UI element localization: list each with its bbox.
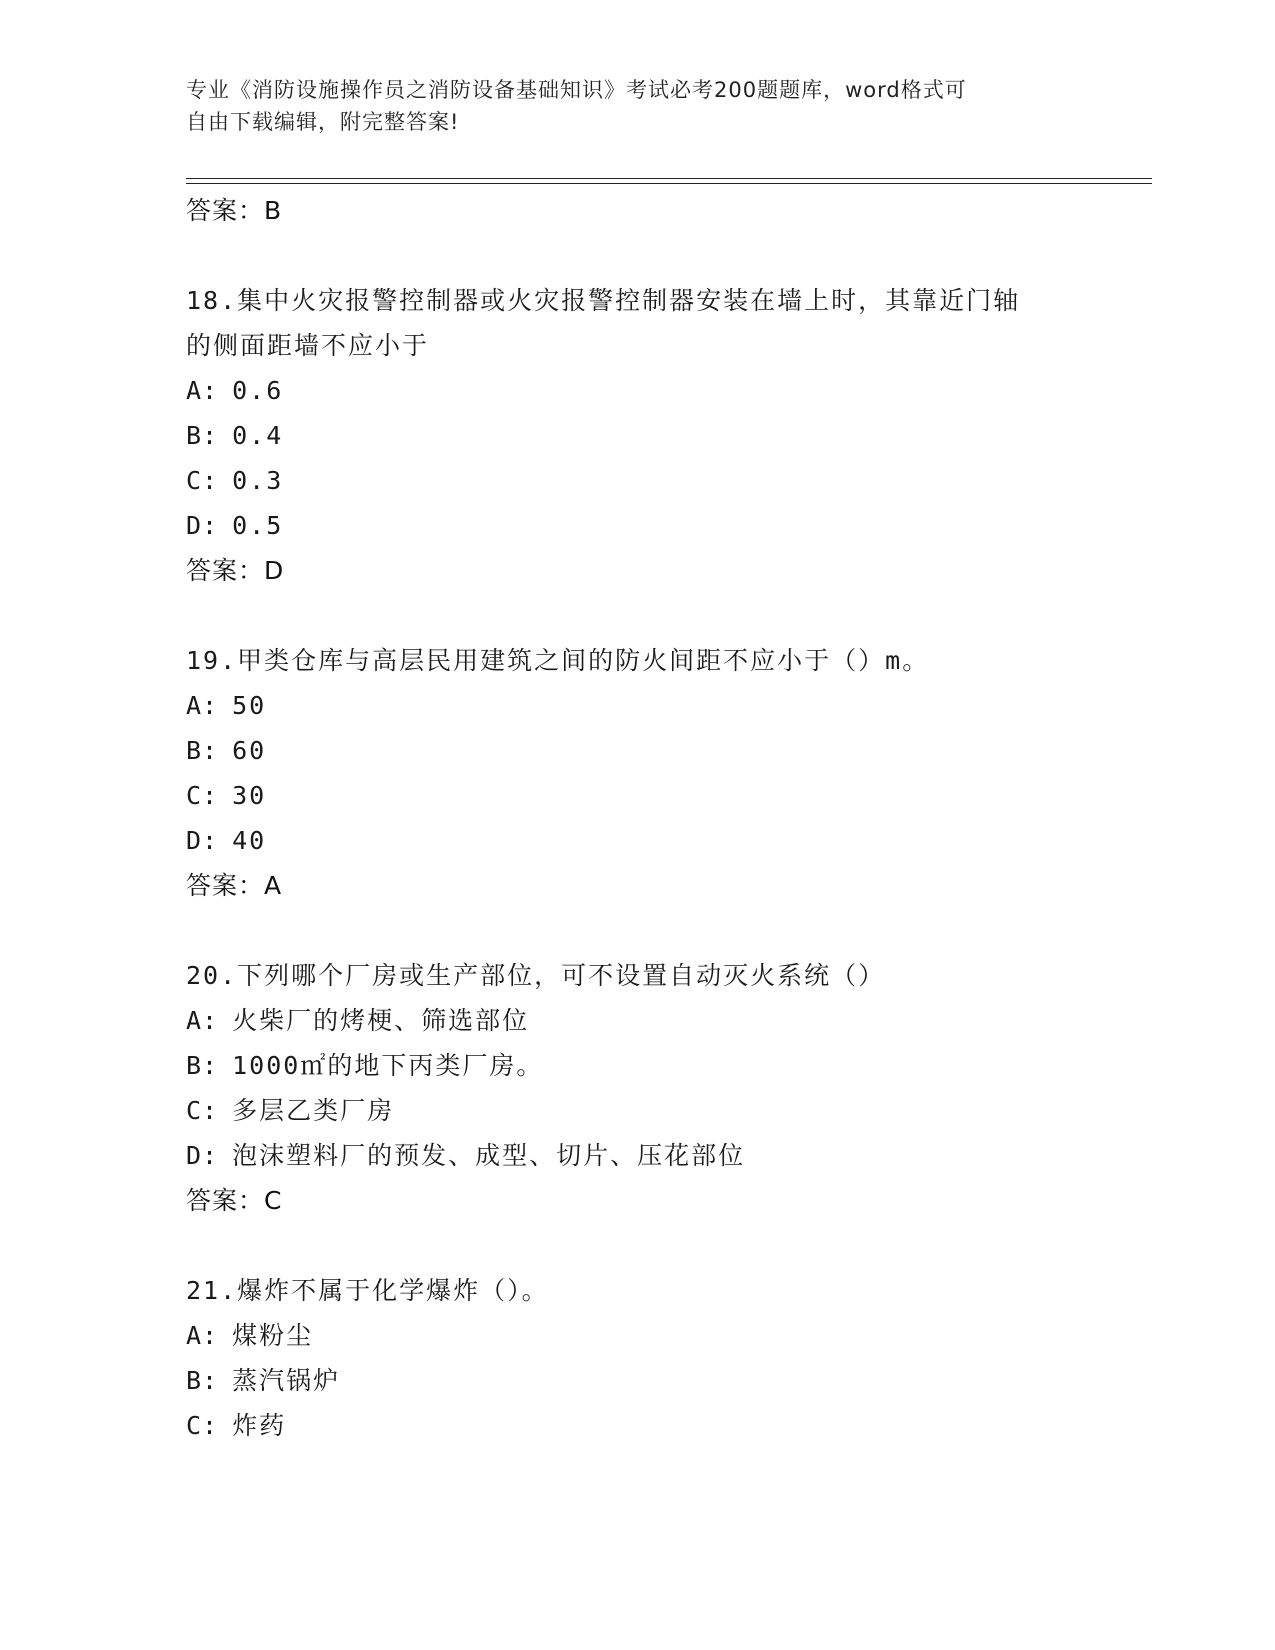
question-line: 18.集中火灾报警控制器或火灾报警控制器安装在墙上时，其靠近门轴 xyxy=(186,286,1021,315)
option-letter: B: xyxy=(186,1051,219,1080)
option-text: 0.6 xyxy=(232,376,284,405)
answer-label: 答案：A xyxy=(186,871,283,900)
option-text: 50 xyxy=(232,691,267,720)
option-text: 火柴厂的烤梗、筛选部位 xyxy=(232,1006,530,1035)
option-letter: B: xyxy=(186,736,219,765)
header-line-1: 专业《消防设施操作员之消防设备基础知识》考试必考200题题库，word格式可 xyxy=(186,78,967,102)
option-d xyxy=(186,818,1086,863)
question-text xyxy=(186,638,1086,683)
spacer xyxy=(186,909,1086,953)
option-letter: A: xyxy=(186,376,219,405)
spacer xyxy=(186,594,1086,638)
option-letter: C: xyxy=(186,466,219,495)
option-a xyxy=(186,998,1086,1043)
option-text: 0.3 xyxy=(232,466,284,495)
option-letter: D: xyxy=(186,1141,219,1170)
option-text: 60 xyxy=(232,736,267,765)
option-letter: A: xyxy=(186,1006,219,1035)
question-line: 19.甲类仓库与高层民用建筑之间的防火间距不应小于（）m。 xyxy=(186,646,930,675)
option-b xyxy=(186,1043,1086,1088)
option-text: 0.5 xyxy=(232,511,284,540)
option-text: 炸药 xyxy=(232,1411,287,1440)
question-line: 20.下列哪个厂房或生产部位，可不设置自动灭火系统（） xyxy=(186,961,886,990)
spacer xyxy=(186,234,1086,278)
option-text: 30 xyxy=(232,781,267,810)
option-a xyxy=(186,1313,1086,1358)
question-text xyxy=(186,278,1086,368)
question-line: 21.爆炸不属于化学爆炸（）。 xyxy=(186,1276,549,1305)
question-list xyxy=(186,188,1086,1448)
option-b xyxy=(186,728,1086,773)
option-letter: B: xyxy=(186,1366,219,1395)
option-text: 蒸汽锅炉 xyxy=(232,1366,341,1395)
option-c xyxy=(186,458,1086,503)
header-rule-bottom xyxy=(186,183,1152,184)
option-letter: C: xyxy=(186,1096,219,1125)
option-text: 40 xyxy=(232,826,267,855)
option-c xyxy=(186,1088,1086,1133)
option-c xyxy=(186,773,1086,818)
spacer xyxy=(186,1224,1086,1268)
option-a xyxy=(186,368,1086,413)
answer-label: 答案：B xyxy=(186,196,283,225)
option-letter: D: xyxy=(186,511,219,540)
header-line-2: 自由下载编辑，附完整答案! xyxy=(186,110,460,134)
option-c xyxy=(186,1403,1086,1448)
option-text: 煤粉尘 xyxy=(232,1321,314,1350)
option-letter: C: xyxy=(186,1411,219,1440)
option-letter: D: xyxy=(186,826,219,855)
option-letter: A: xyxy=(186,691,219,720)
option-d xyxy=(186,1133,1086,1178)
question-line: 的侧面距墙不应小于 xyxy=(186,331,430,360)
option-a xyxy=(186,683,1086,728)
page-header xyxy=(186,74,1066,138)
option-text: 多层乙类厂房 xyxy=(232,1096,395,1125)
option-d xyxy=(186,503,1086,548)
option-b xyxy=(186,413,1086,458)
option-letter: B: xyxy=(186,421,219,450)
answer-label: 答案：D xyxy=(186,556,285,585)
option-text: 泡沫塑料厂的预发、成型、切片、压花部位 xyxy=(232,1141,746,1170)
question-text xyxy=(186,1268,1086,1313)
option-letter: C: xyxy=(186,781,219,810)
option-text: 0.4 xyxy=(232,421,284,450)
question-item xyxy=(186,953,1086,1224)
option-letter: A: xyxy=(186,1321,219,1350)
answer-label: 答案：C xyxy=(186,1186,283,1215)
question-item xyxy=(186,278,1086,594)
option-text: 1000㎡的地下丙类厂房。 xyxy=(232,1051,544,1080)
question-text xyxy=(186,953,1086,998)
question-item xyxy=(186,638,1086,909)
option-b xyxy=(186,1358,1086,1403)
header-rule-top xyxy=(186,178,1152,179)
question-item xyxy=(186,1268,1086,1448)
